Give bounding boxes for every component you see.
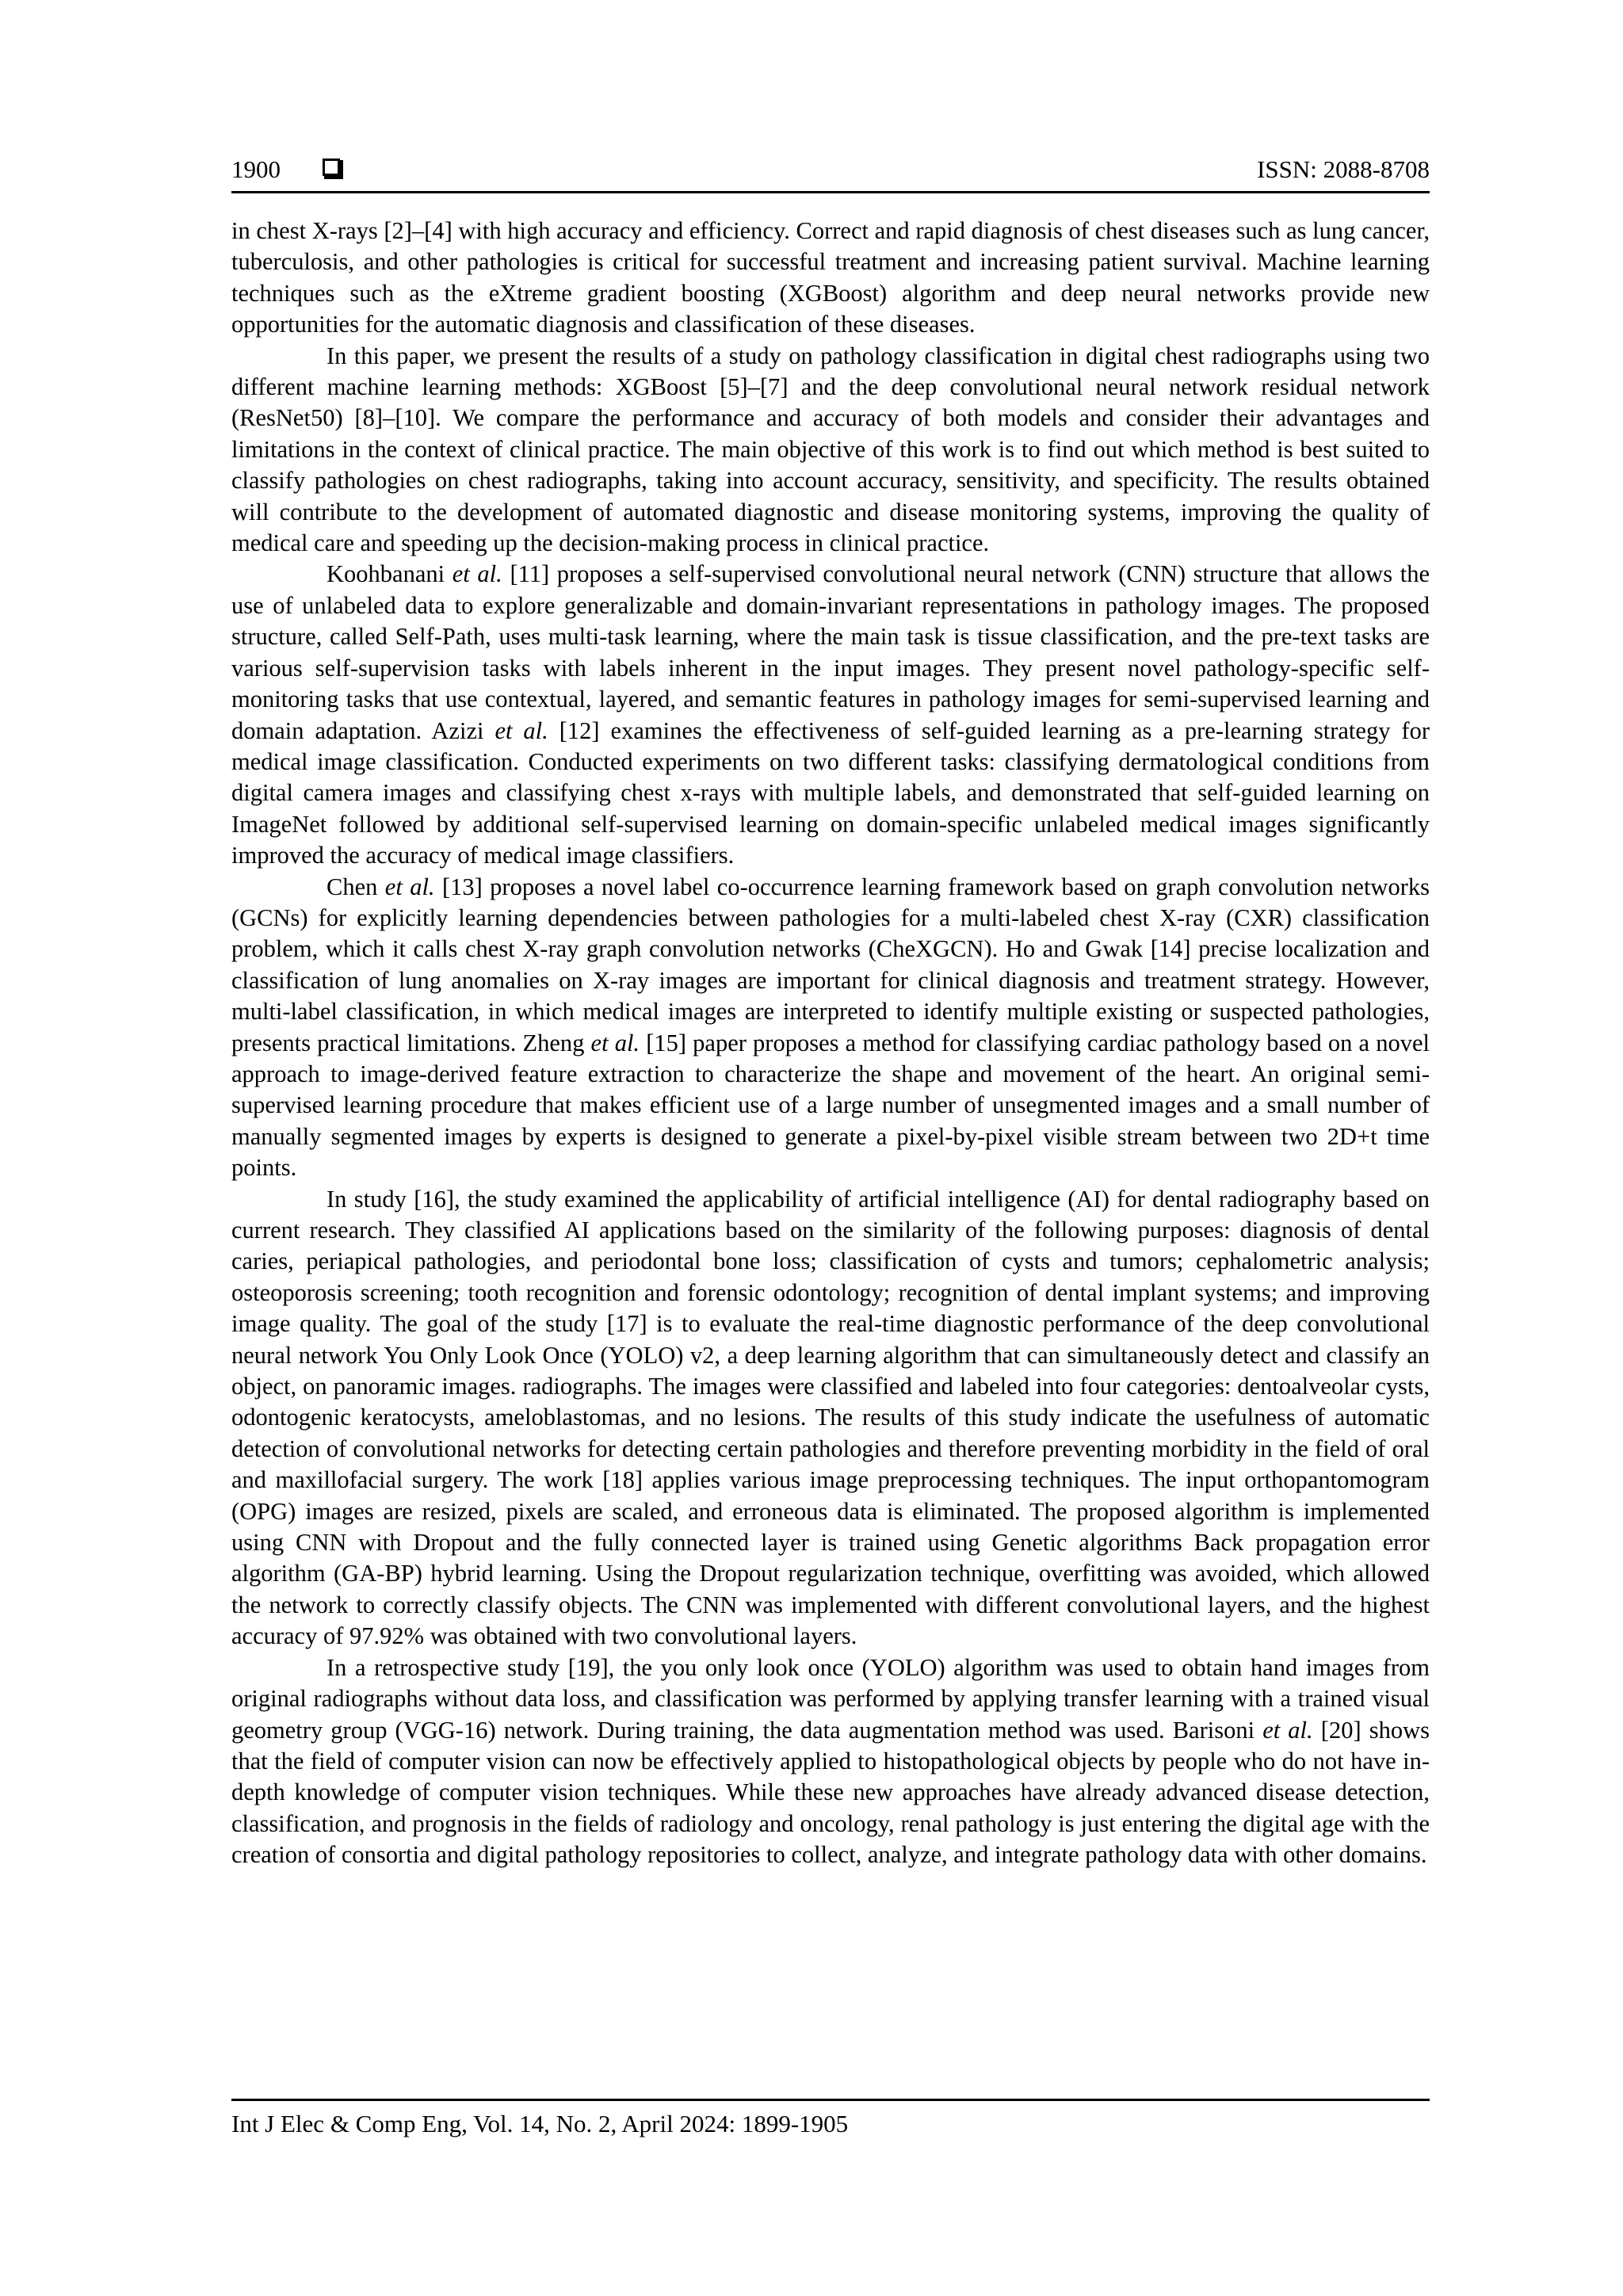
page-number: 1900 [231, 155, 281, 183]
paragraph-5: In study [16], the study examined the applicability of artificial intelligence (AI) for dental radiography based on current research. They classified AI applications based on the similarity of the following purposes: diagnosis of dental caries, periapical pathologies, and periodontal bone loss; classification of cysts and tumors; cephalometric analysis; osteoporosis screening; tooth recognition and forensic odontology; recognition of dental implant systems; and improving image quality. The goal of the study [17] is to evaluate the real-time diagnostic performance of the deep convolutional neural network You Only Look Once (YOLO) v2, a deep learning algorithm that can simultaneously detect and classify an object, on panoramic images. radiographs. The images were classified and labeled into four categories: dentoalveolar cysts, odontogenic keratocysts, ameloblastomas, and no lesions. The results of this study indicate the usefulness of automatic detection of convolutional networks for detecting certain pathologies and therefore preventing morbidity in the field of oral and maxillofacial surgery. The work [18] applies various image preprocessing techniques. The input orthopantomogram (OPG) images are resized, pixels are scaled, and erroneous data is eliminated. The proposed algorithm is implemented using CNN with Dropout and the fully connected layer is trained using Genetic algorithms Back propagation error algorithm (GA-BP) hybrid learning. Using the Dropout regularization technique, overfitting was avoided, which allowed the network to correctly classify objects. The CNN was implemented with different convolutional layers, and the highest accuracy of 97.92% was obtained with two convolutional layers. [231, 1185, 1430, 1650]
body-text [231, 216, 1430, 1871]
paragraph-3-part-a: Koohbanani [327, 560, 453, 588]
footer-divider [231, 2099, 1430, 2101]
checkbox-square-icon [323, 159, 340, 176]
paragraph-3 [231, 559, 1430, 871]
paragraph-1: in chest X-rays [2]–[4] with high accuracy and efficiency. Correct and rapid diagnosis of chest diseases such as lung cancer, tuberculosis, and other pathologies is critical for successful treatment and increasing patient survival. Machine learning techniques such as the eXtreme gradient boosting (XGBoost) algorithm and deep neural networks provide new opportunities for the automatic diagnosis and classification of these diseases. [231, 217, 1430, 338]
paragraph-3-etal-a: et al. [452, 560, 502, 588]
paragraph-4-etal-b: et al. [590, 1029, 640, 1056]
page-header [231, 155, 1430, 192]
issn-label: ISSN: 2088-8708 [1257, 155, 1430, 183]
paragraph-6-part-b: [20] shows that the field of computer vision can now be effectively applied to histopathological objects by people who do not have in-depth knowledge of computer vision techniques. While these new approaches have already advanced disease detection, classification, and prognosis in the fields of radiology and oncology, renal pathology is just entering the digital age with the creation of consortia and digital pathology repositories to collect, analyze, and integrate pathology data with other domains. [231, 1716, 1430, 1869]
paragraph-4-part-a: Chen [327, 873, 385, 900]
paragraph-4-part-b: [13] proposes a novel label co-occurrence learning framework based on graph convolution networks (GCNs) for explicitly learning dependencies between pathologies for a multi-labeled chest X-ray (CXR) classification problem, which it calls chest X-ray graph convolution networks (CheXGCN). Ho and Gwak [14] precise localization and classification of lung anomalies on X-ray images are important for clinical diagnosis and treatment strategy. However, multi-label classification, in which medical images are interpreted to identify multiple existing or suspected pathologies, presents practical limitations. Zheng [231, 873, 1430, 1056]
paragraph-6 [231, 1652, 1430, 1871]
header-divider [231, 191, 1430, 193]
paragraph-2: In this paper, we present the results of a study on pathology classification in digital chest radiographs using two different machine learning methods: XGBoost [5]–[7] and the deep convolutional neural network residual network (ResNet50) [8]–[10]. We compare the performance and accuracy of both models and consider their advantages and limitations in the context of clinical practice. The main objective of this work is to find out which method is best suited to classify pathologies on chest radiographs, taking into account accuracy, sensitivity, and specificity. The results obtained will contribute to the development of automated diagnostic and disease monitoring systems, improving the quality of medical care and speeding up the decision-making process in clinical practice. [231, 342, 1430, 557]
paragraph-6-part-a: In a retrospective study [19], the you only look once (YOLO) algorithm was used to obtain hand images from original radiographs without data loss, and classification was performed by applying transfer learning with a trained visual geometry group (VGG-16) network. During training, the data augmentation method was used. Barisoni [231, 1653, 1430, 1744]
paragraph-4 [231, 872, 1430, 1184]
paragraph-3-part-b: [11] proposes a self-supervised convolutional neural network (CNN) structure that allows the use of unlabeled data to explore generalizable and domain-invariant representations in pathology images. The proposed structure, called Self-Path, uses multi-task learning, where the main task is tissue classification, and the pre-text tasks are various self-supervision tasks with labels inherent in the input images. They present novel pathology-specific self-monitoring tasks that use contextual, layered, and semantic features in pathology images for semi-supervised learning and domain adaptation. Azizi [231, 560, 1430, 744]
paragraph-3-etal-b: et al. [495, 716, 548, 744]
paragraph-6-etal-a: et al. [1262, 1716, 1313, 1744]
paragraph-4-part-c: [15] paper proposes a method for classifying cardiac pathology based on a novel approach to image-derived feature extraction to characterize the shape and movement of the heart. An original semi-supervised learning procedure that makes efficient use of a large number of unsegmented images and a small number of manually segmented images by experts is designed to generate a pixel-by-pixel visible stream between two 2D+t time points. [231, 1029, 1430, 1182]
paragraph-3-part-c: [12] examines the effectiveness of self-guided learning as a pre-learning strategy for medical image classification. Conducted experiments on two different tasks: classifying dermatological conditions from digital camera images and classifying chest x-rays with multiple labels, and demonstrated that self-guided learning on ImageNet followed by additional self-supervised learning on domain-specific unlabeled medical images significantly improved the accuracy of medical image classifiers. [231, 716, 1430, 869]
paragraph-4-etal-a: et al. [384, 873, 435, 900]
footer-citation: Int J Elec & Comp Eng, Vol. 14, No. 2, April 2024: 1899-1905 [231, 2110, 849, 2137]
